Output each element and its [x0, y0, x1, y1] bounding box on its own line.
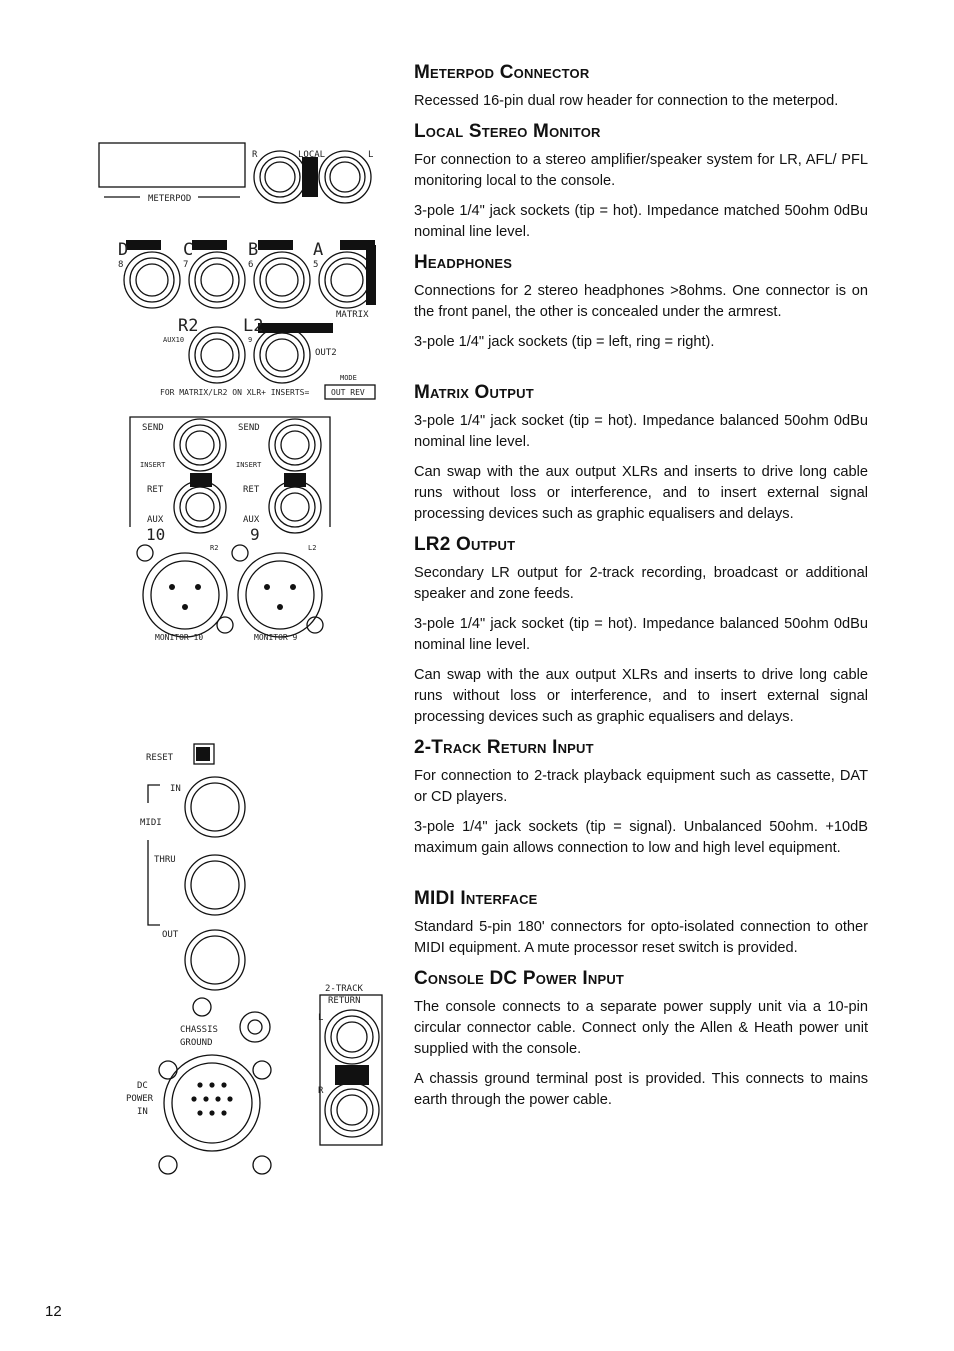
paragraph: Secondary LR output for 2-track recording, broadcast or additional speaker and zone feeds.: [414, 565, 868, 602]
monitor9-xlr: [238, 553, 322, 637]
paragraph: Connections for 2 stereo headphones >8ohms. One connector is on the front panel, the other is concealed under the armrest.: [414, 283, 868, 320]
midi-out-din: [185, 930, 245, 990]
label-trk-r: R: [318, 1086, 324, 1096]
label-local: LOCAL: [298, 150, 326, 160]
monitor10-xlr: [143, 553, 227, 637]
label-ret-10: RET: [147, 485, 164, 495]
label-aux10-small: AUX10: [163, 336, 185, 344]
heading-lr2-output: LR2 Output: [414, 534, 516, 555]
label-nine-small: 9: [248, 336, 253, 344]
connector-panel-diagram: [90, 135, 400, 1185]
label-return: RETURN: [328, 996, 361, 1006]
heading-local-monitor: Local Stereo Monitor: [414, 121, 601, 142]
label-two-track: 2-TRACK: [325, 984, 363, 994]
section-local-monitor: [414, 121, 868, 243]
midi-thru-din: [185, 855, 245, 915]
section-headphones: [414, 252, 868, 353]
heading-dc-power: Console DC Power Input: [414, 968, 625, 989]
aux9-ret-jack: [269, 481, 321, 533]
label-aux-9: AUX: [243, 515, 260, 525]
paragraph: 3-pole 1/4" jack socket (tip = hot). Impedance balanced 50ohm 0dBu nominal line level.: [414, 413, 868, 450]
matrix-b-jack: [254, 252, 310, 308]
label-dc: DC: [137, 1081, 148, 1091]
paragraph: A chassis ground terminal post is provided. This connects to mains earth through the power cable.: [414, 1071, 868, 1108]
heading-matrix-output: Matrix Output: [414, 382, 534, 403]
section-lr2-output: [414, 534, 868, 728]
paragraph: 3-pole 1/4" jack sockets (tip = hot). Impedance matched 50ohm 0dBu nominal line level.: [414, 203, 868, 240]
aux9-send-jack: [269, 419, 321, 471]
dc-power-connector: [164, 1055, 260, 1151]
label-out2: OUT2: [315, 348, 337, 358]
paragraph: 3-pole 1/4" jack sockets (tip = left, ring = right).: [414, 334, 715, 350]
chassis-ground-post: [240, 1012, 270, 1042]
page-number: 12: [45, 1303, 62, 1320]
heading-two-track-return: 2-Track Return Input: [414, 737, 594, 758]
label-meterpod: METERPOD: [148, 194, 192, 204]
label-power-in: IN: [137, 1107, 148, 1117]
label-midi: MIDI: [140, 818, 162, 828]
paragraph: 3-pole 1/4" jack sockets (tip = signal). Unbalanced 50ohm. +10dB maximum gain allows connection to low and high level equipment.: [414, 819, 868, 856]
label-chassis: CHASSIS: [180, 1025, 218, 1035]
label-matrix-5: 5: [313, 260, 319, 270]
aux10-ret-jack: [174, 481, 226, 533]
paragraph: For connection to a stereo amplifier/speaker system for LR, AFL/ PFL monitoring local to the console.: [414, 152, 868, 189]
paragraph: For connection to 2-track playback equipment such as cassette, DAT or CD players.: [414, 768, 868, 805]
aux10-send-jack: [174, 419, 226, 471]
label-thru: THRU: [154, 855, 176, 865]
two-track-l-jack: [325, 1010, 379, 1064]
meterpod-recess: [99, 143, 245, 187]
label-ten: 10: [146, 525, 166, 544]
label-matrix-a: A: [313, 240, 324, 260]
label-matrix-b: B: [248, 240, 259, 260]
local-right-jack: [319, 150, 374, 203]
label-matrix: MATRIX: [336, 310, 369, 320]
label-send-9: SEND: [238, 423, 260, 433]
section-meterpod: [414, 62, 868, 112]
label-mode: MODE: [340, 374, 357, 382]
paragraph: The console connects to a separate power supply unit via a 10-pin circular connector cable. Connect only the Allen & Heath power unit supplied with the console.: [414, 999, 868, 1057]
label-aux-10: AUX: [147, 515, 164, 525]
heading-meterpod: Meterpod Connector: [414, 62, 590, 83]
matrix-c-jack: [189, 252, 245, 308]
label-local-l: L: [368, 150, 374, 160]
paragraph: 3-pole 1/4" jack socket (tip = hot). Impedance balanced 50ohm 0dBu nominal line level.: [414, 616, 868, 653]
label-out-rev: OUT REV: [331, 388, 365, 397]
section-matrix-output: [414, 382, 868, 525]
heading-midi-interface: MIDI Interface: [414, 888, 538, 909]
label-monitor10: MONITOR 10: [155, 633, 204, 642]
label-out: OUT: [162, 930, 179, 940]
label-for-matrix: FOR MATRIX/LR2 ON XLR+ INSERTS=: [160, 388, 310, 397]
label-insert-10: INSERT: [140, 461, 166, 469]
label-send-10: SEND: [142, 423, 164, 433]
section-dc-power: [414, 968, 868, 1111]
text-column: [414, 62, 868, 1120]
label-local-r: R: [252, 150, 258, 160]
label-r2-small: R2: [210, 544, 219, 552]
paragraph: Standard 5-pin 180' connectors for opto-isolated connection to other MIDI equipment. A mute processor reset switch is provided.: [414, 919, 868, 956]
matrix-d-jack: [124, 252, 180, 308]
section-two-track-return: [414, 737, 868, 859]
label-in: IN: [170, 784, 181, 794]
two-track-r-jack: [325, 1083, 379, 1137]
label-reset: RESET: [146, 753, 174, 763]
label-ret-9: RET: [243, 485, 260, 495]
label-matrix-6: 6: [248, 260, 254, 270]
label-power: POWER: [126, 1094, 154, 1104]
label-monitor9: MONITOR 9: [254, 633, 298, 642]
label-matrix-7: 7: [183, 260, 189, 270]
label-nine: 9: [250, 525, 260, 544]
paragraph: Recessed 16-pin dual row header for connection to the meterpod.: [414, 93, 839, 109]
label-ground: GROUND: [180, 1038, 213, 1048]
heading-headphones: Headphones: [414, 252, 513, 273]
label-l2-small: L2: [308, 544, 317, 552]
label-r2: R2: [178, 316, 199, 336]
paragraph: Can swap with the aux output XLRs and inserts to drive long cable runs without loss or interference, and to insert external signal processing devices such as graphic equalisers and delays.: [414, 667, 868, 725]
section-midi-interface: [414, 888, 868, 959]
label-insert-9: INSERT: [236, 461, 262, 469]
label-trk-l: L: [318, 1013, 324, 1023]
label-matrix-d: D: [118, 240, 129, 260]
label-l2: L2: [243, 316, 264, 336]
label-matrix-c: C: [183, 240, 194, 260]
midi-in-din: [185, 777, 245, 837]
label-matrix-8: 8: [118, 260, 124, 270]
paragraph: Can swap with the aux output XLRs and inserts to drive long cable runs without loss or interference, and to insert external signal processing devices such as graphic equalisers and delays.: [414, 464, 868, 522]
